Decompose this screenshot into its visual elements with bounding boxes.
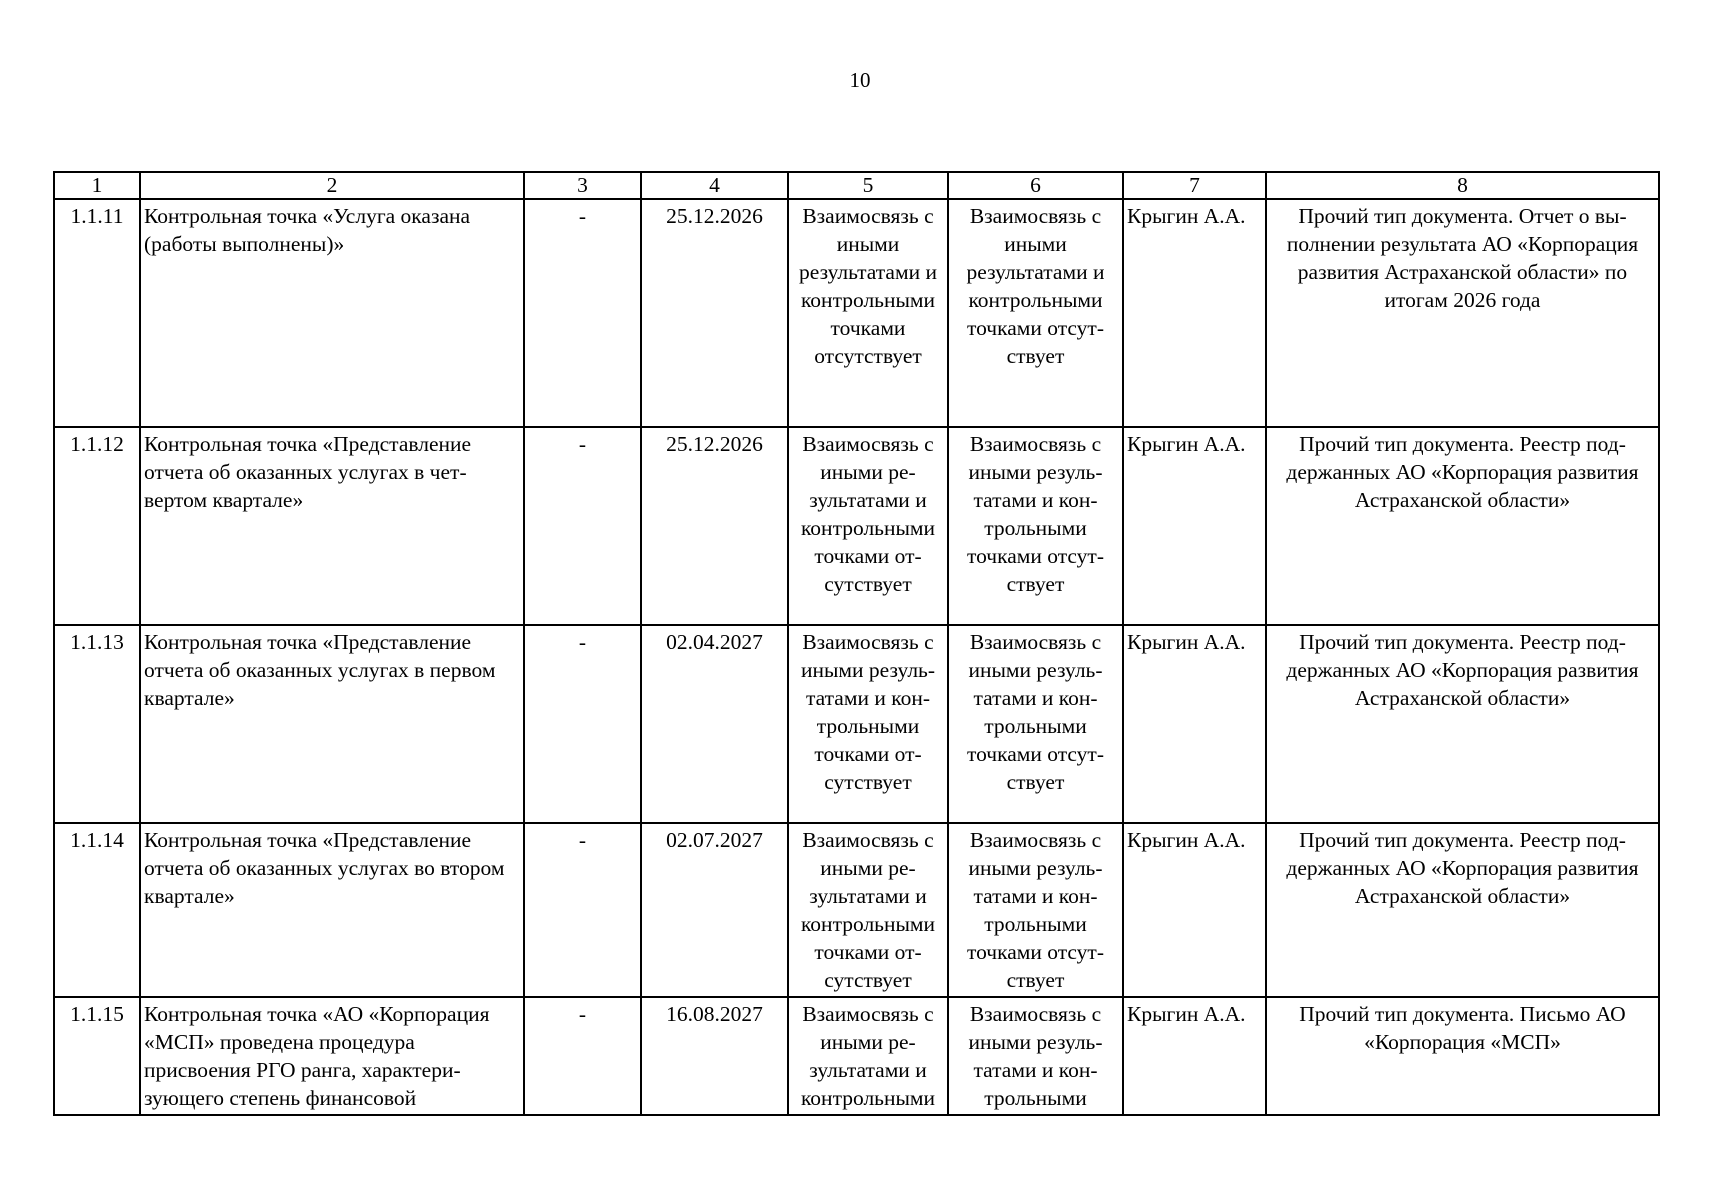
date-cell: 25.12.2026 (641, 427, 788, 625)
relation-points-cell: Взаимосвязь с иными результатами и контрольными (948, 997, 1123, 1115)
control-point-name: Контрольная точка «Услуга оказана (работы выполнены)» (140, 199, 524, 427)
column-3-value: - (524, 823, 641, 997)
column-header: 4 (641, 172, 788, 199)
relation-results-cell: Взаимосвязь с иными результатами и контрольными (788, 997, 948, 1115)
document-cell: Прочий тип документа. Реестр поддержанных АО «Корпорация развития Астраханской области» (1266, 625, 1659, 823)
control-point-name: Контрольная точка «Представление отчета об оказанных услугах в четвертом квартале» (140, 427, 524, 625)
column-header: 7 (1123, 172, 1266, 199)
table-header-row (54, 172, 1659, 199)
relation-points-cell: Взаимосвязь с иными результатами и контрольными точками отсутствует (948, 625, 1123, 823)
column-header: 2 (140, 172, 524, 199)
relation-points-cell: Взаимосвязь с иными результатами и контрольными точками отсутствует (948, 823, 1123, 997)
document-cell: Прочий тип документа. Отчет о выполнении результата АО «Корпорация развития Астраханской области» по итогам 2026 года (1266, 199, 1659, 427)
responsible-cell: Крыгин А.А. (1123, 997, 1266, 1115)
table-row (54, 427, 1659, 625)
document-cell: Прочий тип документа. Реестр поддержанных АО «Корпорация развития Астраханской области» (1266, 427, 1659, 625)
page-number: 10 (849, 68, 871, 92)
column-header: 3 (524, 172, 641, 199)
table-row (54, 823, 1659, 997)
column-header: 1 (54, 172, 140, 199)
column-header: 8 (1266, 172, 1659, 199)
control-points-table (53, 171, 1660, 1116)
control-point-name: Контрольная точка «АО «Корпорация «МСП» проведена процедура присвоения РГО ранга, характеризующего степень финансовой (140, 997, 524, 1115)
table-row (54, 199, 1659, 427)
column-3-value: - (524, 997, 641, 1115)
relation-results-cell: Взаимосвязь с иными результатами и контрольными точками отсутствует (788, 625, 948, 823)
date-cell: 25.12.2026 (641, 199, 788, 427)
control-point-name: Контрольная точка «Представление отчета об оказанных услугах во втором квартале» (140, 823, 524, 997)
column-3-value: - (524, 625, 641, 823)
column-3-value: - (524, 199, 641, 427)
date-cell: 16.08.2027 (641, 997, 788, 1115)
responsible-cell: Крыгин А.А. (1123, 625, 1266, 823)
table-row (54, 997, 1659, 1115)
date-cell: 02.07.2027 (641, 823, 788, 997)
relation-points-cell: Взаимосвязь с иными результатами и контрольными точками отсутствует (948, 427, 1123, 625)
row-number: 1.1.11 (54, 199, 140, 427)
relation-results-cell: Взаимосвязь с иными результатами и контрольными точками отсутствует (788, 823, 948, 997)
column-header: 5 (788, 172, 948, 199)
table-row (54, 625, 1659, 823)
date-cell: 02.04.2027 (641, 625, 788, 823)
responsible-cell: Крыгин А.А. (1123, 427, 1266, 625)
row-number: 1.1.15 (54, 997, 140, 1115)
document-cell: Прочий тип документа. Письмо АО «Корпорация «МСП» (1266, 997, 1659, 1115)
relation-results-cell: Взаимосвязь с иными результатами и контрольными точками отсутствует (788, 427, 948, 625)
document-cell: Прочий тип документа. Реестр поддержанных АО «Корпорация развития Астраханской области» (1266, 823, 1659, 997)
responsible-cell: Крыгин А.А. (1123, 199, 1266, 427)
control-point-name: Контрольная точка «Представление отчета об оказанных услугах в первом квартале» (140, 625, 524, 823)
responsible-cell: Крыгин А.А. (1123, 823, 1266, 997)
column-header: 6 (948, 172, 1123, 199)
relation-results-cell: Взаимосвязь с иными результатами и контрольными точками отсутствует (788, 199, 948, 427)
row-number: 1.1.14 (54, 823, 140, 997)
row-number: 1.1.12 (54, 427, 140, 625)
column-3-value: - (524, 427, 641, 625)
relation-points-cell: Взаимосвязь с иными результатами и контрольными точками отсутствует (948, 199, 1123, 427)
row-number: 1.1.13 (54, 625, 140, 823)
